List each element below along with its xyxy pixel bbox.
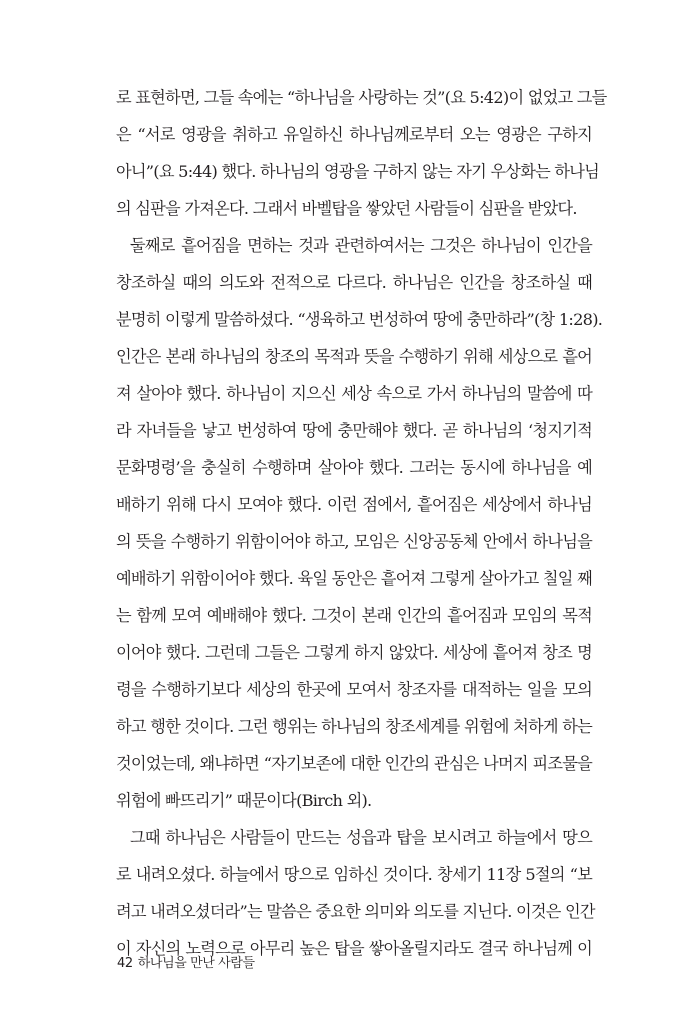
text-line: 의 뜻을 수행하기 위함이어야 하고, 모임은 신앙공동체 안에서 하나님을 — [116, 532, 592, 551]
text-line: 것이었는데, 왜냐하면 “자기보존에 대한 인간의 관심은 나머지 피조물을 — [116, 754, 592, 773]
text-line: 의 심판을 가져온다. 그래서 바벨탑을 쌓았던 사람들이 심판을 받았다. — [116, 199, 577, 218]
text-line: 창조하실 때의 의도와 전적으로 다르다. 하나님은 인간을 창조하실 때 — [116, 273, 592, 292]
text-line: 이 자신의 노력으로 아무리 높은 탑을 쌓아올릴지라도 결국 하나님께 이 — [116, 939, 592, 958]
text-line: 는 함께 모여 예배해야 했다. 그것이 본래 인간의 흩어짐과 모임의 목적 — [116, 606, 592, 625]
text-line: 배하기 위해 다시 모여야 했다. 이런 점에서, 흩어짐은 세상에서 하나님 — [116, 495, 592, 514]
text-line: 라 자녀들을 낳고 번성하여 땅에 충만해야 했다. 곧 하나님의 ‘청지기적 — [116, 421, 592, 440]
text-line: 위험에 빠뜨리기” 때문이다(Birch 외). — [116, 791, 372, 810]
text-line: 려고 내려오셨더라”는 말씀은 중요한 의미와 의도를 지닌다. 이것은 인간 — [116, 902, 595, 921]
page-footer — [117, 952, 255, 971]
paragraph-first-line: 그때 하나님은 사람들이 만드는 성읍과 탑을 보시려고 하늘에서 땅으 — [130, 828, 592, 847]
running-title: 하나님을 만난 사람들 — [137, 956, 255, 971]
paragraph-first-line: 둘째로 흩어짐을 면하는 것과 관련하여서는 그것은 하나님이 인간을 — [130, 236, 592, 255]
text-line: 로 표현하면, 그들 속에는 “하나님을 사랑하는 것”(요 5:42)이 없었고 그들 — [116, 88, 607, 107]
text-line: 로 내려오셨다. 하늘에서 땅으로 임하신 것이다. 창세기 11장 5절의 “보 — [116, 865, 592, 884]
text-line: 예배하기 위함이어야 했다. 육일 동안은 흩어져 그렇게 살아가고 칠일 째 — [116, 569, 592, 588]
text-line: 은 “서로 영광을 취하고 유일하신 하나님께로부터 오는 영광은 구하지 — [116, 125, 592, 144]
text-line: 이어야 했다. 그런데 그들은 그렇게 하지 않았다. 세상에 흩어져 창조 명 — [116, 643, 592, 662]
text-line: 령을 수행하기보다 세상의 한곳에 모여서 창조자를 대적하는 일을 모의 — [116, 680, 592, 699]
text-line: 져 살아야 했다. 하나님이 지으신 세상 속으로 가서 하나님의 말씀에 따 — [116, 384, 592, 403]
text-line: 인간은 본래 하나님의 창조의 목적과 뜻을 수행하기 위해 세상으로 흩어 — [116, 347, 592, 366]
page-number: 42 — [117, 956, 133, 971]
text-line: 문화명령’을 충실히 수행하며 살아야 했다. 그러는 동시에 하나님을 예 — [116, 458, 592, 477]
text-line: 하고 행한 것이다. 그런 행위는 하나님의 창조세계를 위험에 처하게 하는 — [116, 717, 592, 736]
text-line: 아니”(요 5:44) 했다. 하나님의 영광을 구하지 않는 자기 우상화는 하나님 — [116, 162, 600, 181]
text-line: 분명히 이렇게 말씀하셨다. “생육하고 번성하여 땅에 충만하라”(창 1:28). — [116, 310, 603, 329]
